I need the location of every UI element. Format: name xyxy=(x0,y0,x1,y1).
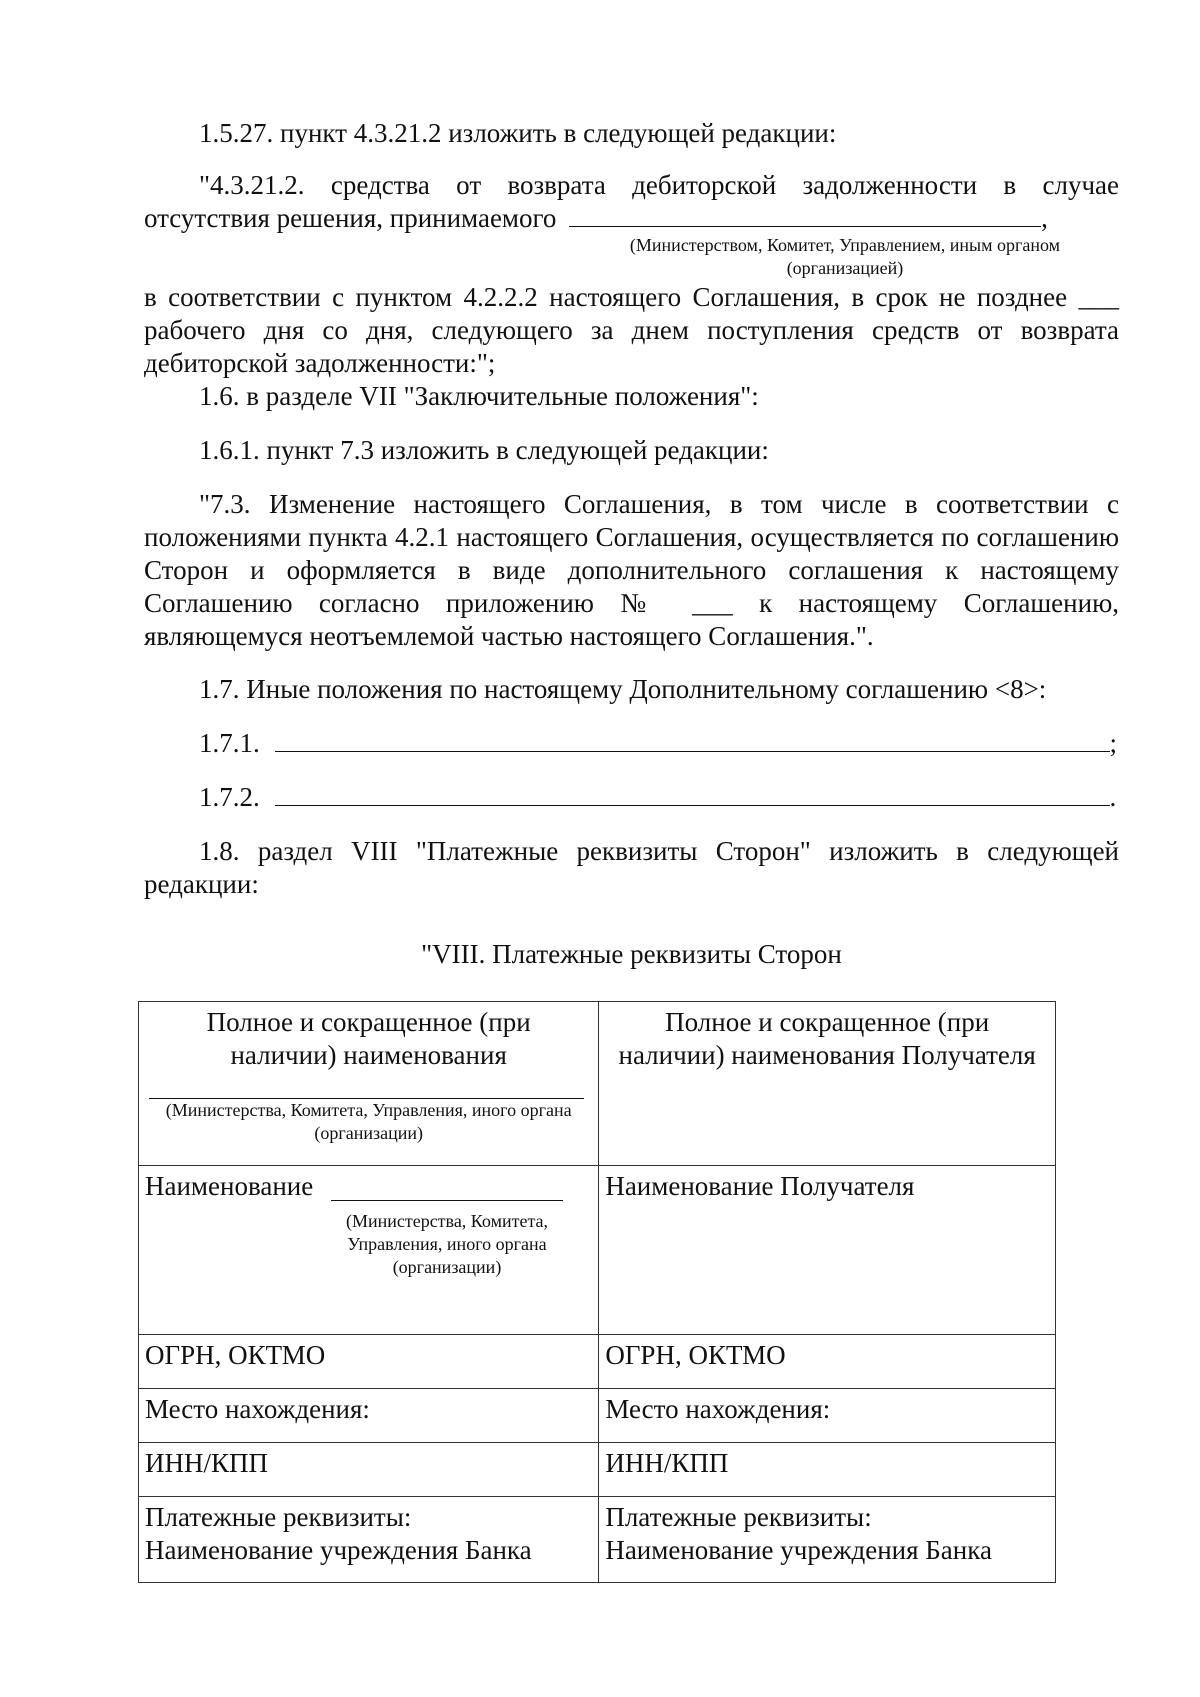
table-cell xyxy=(599,1389,1056,1443)
requisites-table xyxy=(138,1001,1056,1583)
paragraph-7-3: "7.3. Изменение настоящего Соглашения, в том числе в соответствии с положениями пункта 4.2.1 настоящего Соглашения, осуществляется по соглашению Сторон и оформляется в виде дополнительного соглашения к настоящему Соглашению согласно приложению № ___ к настоящему Соглашению, являющемуся неотъемлемой частью настоящего Соглашения.". xyxy=(144,489,1119,651)
item-1-7-2-number: 1.7.2. xyxy=(199,782,260,812)
comma: , xyxy=(1041,203,1048,233)
table-row xyxy=(139,1389,1056,1443)
table-cell xyxy=(599,1335,1056,1389)
paragraph-4-3-21-2-rest: в соответствии с пунктом 4.2.2.2 настоящего Соглашения, в срок не позднее ___ рабочего дня со дня, следующего за днем поступления средств от возврата дебиторской задолженности:"; xyxy=(144,282,1119,378)
table-cell xyxy=(599,1166,1056,1335)
table-row xyxy=(139,1443,1056,1497)
cell-text: ИНН/КПП xyxy=(145,1448,269,1478)
note-organ: (Министерством, Комитет, Управлением, иным органом (организацией) xyxy=(629,235,1061,278)
cell-content xyxy=(145,1170,592,1330)
paragraph-4-3-21-2-line2 xyxy=(144,202,1119,235)
blank-line xyxy=(331,1200,563,1201)
table-cell xyxy=(599,1002,1056,1166)
paragraph-1-5-27: 1.5.27. пункт 4.3.21.2 изложить в следующей редакции: xyxy=(199,118,837,148)
paragraph-1-6-1: 1.6.1. пункт 7.3 изложить в следующей редакции: xyxy=(199,435,769,465)
cell-text: Место нахождения: xyxy=(145,1394,370,1424)
cell-text: Наименование Получателя xyxy=(605,1171,915,1201)
section-title: "VIII. Платежные реквизиты Сторон xyxy=(421,939,842,969)
table-cell xyxy=(599,1497,1056,1583)
table-cell xyxy=(139,1002,599,1166)
paragraph-1-6: 1.6. в разделе VII "Заключительные положения": xyxy=(199,381,759,411)
paragraph-1-7: 1.7. Иные положения по настоящему Дополнительному соглашению <8>: xyxy=(199,674,1047,704)
cell-text: Наименование учреждения Банка xyxy=(145,1535,532,1565)
blank-line-1-7-1 xyxy=(275,729,1110,752)
table-cell xyxy=(139,1389,599,1443)
cell-text: Платежные реквизиты: xyxy=(605,1502,872,1532)
cell-text: ОГРН, ОКТМО xyxy=(605,1340,786,1370)
table-cell xyxy=(139,1166,599,1335)
table-row xyxy=(139,1497,1056,1583)
table-row xyxy=(139,1166,1056,1335)
semicolon: ; xyxy=(1109,728,1118,758)
table-cell xyxy=(139,1497,599,1583)
cell-text: Полное и сокращенное (при наличии) наименования Получателя xyxy=(618,1007,1036,1070)
cell-note: (Министерства, Комитета, Управления, иного органа (организации) xyxy=(345,1211,549,1277)
cell-text: ОГРН, ОКТМО xyxy=(145,1340,326,1370)
table-cell xyxy=(599,1443,1056,1497)
item-1-7-2 xyxy=(144,781,1174,814)
table-cell xyxy=(139,1443,599,1497)
table-cell xyxy=(139,1335,599,1389)
cell-text: Платежные реквизиты: xyxy=(145,1502,412,1532)
cell-text: Место нахождения: xyxy=(605,1394,831,1424)
paragraph-4-3-21-2-line1: "4.3.21.2. средства от возврата дебиторской задолженности в случае xyxy=(199,170,1119,200)
paragraph-4-3-21-2-text: отсутствия решения, принимаемого xyxy=(144,203,557,233)
period: . xyxy=(1109,782,1117,812)
cell-text: Наименование учреждения Банка xyxy=(605,1535,992,1565)
cell-text: Наименование xyxy=(145,1171,314,1201)
cell-text: ИНН/КПП xyxy=(605,1448,729,1478)
paragraph-1-8: 1.8. раздел VIII "Платежные реквизиты Сторон" изложить в следующей редакции: xyxy=(144,836,1119,899)
cell-text: Полное и сокращенное (при наличии) наименования xyxy=(206,1007,531,1070)
table-row xyxy=(139,1335,1056,1389)
cell-note: (Министерства, Комитета, Управления, иного органа (организации) xyxy=(165,1100,572,1143)
item-1-7-1 xyxy=(144,727,1174,760)
blank-line-1-7-2 xyxy=(275,783,1110,806)
table-row xyxy=(139,1002,1056,1166)
item-1-7-1-number: 1.7.1. xyxy=(199,728,260,758)
blank-line-organ xyxy=(569,204,1041,227)
